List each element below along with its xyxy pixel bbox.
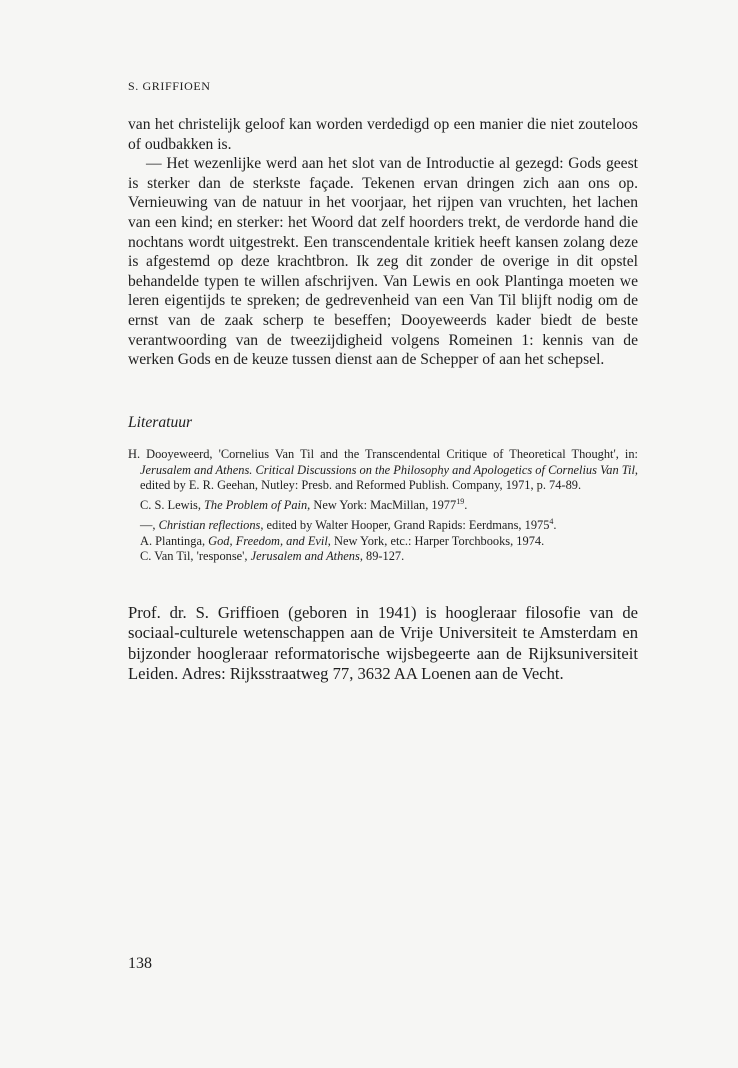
reference-entry [128,494,638,514]
reference-text: —, [140,518,159,533]
reference-text: C. S. Lewis, [140,498,205,513]
page-number: 138 [128,955,152,972]
running-head: S. GRIFFIOEN [128,79,211,93]
body-paragraph: — Het wezenlijke werd aan het slot van de Introductie al gezegd: Gods geest is sterker dan de sterkste façade. Tekenen ervan dringen zich aan ons op. Vernieuwing van de natuur in het voorjaar, het rijpen van vruchten, het lachen van een kind; en sterker: het Woord dat zelf hoorders trekt, de verdorde hand die nochtans wordt uitgestrekt. Een transcendentale kritiek heeft kansen zolang deze is afgestemd op deze krachtbron. Ik zeg dit zonder de overige in dit opstel behandelde typen te willen afschrijven. Van Lewis en ook Plantinga moeten we leren eigentijds te spreken; de gedrevenheid van een Van Til blijft nodig om de ernst van de zaak scherp te beseffen; Dooyeweerds kader biedt de beste verantwoording van de tweezijdigheid volgens Romeinen 1: kennis van de werken Gods en de keuze tussen dienst aan de Schepper of aan het schepsel. [128,155,638,369]
reference-text: H. Dooyeweerd, 'Cornelius Van Til and the Transcendental Critique of Theoretical Thought', in: [128,447,638,461]
reference-entry [128,447,638,494]
reference-title: Christian reflections [158,518,261,533]
reference-entry [128,549,638,565]
reference-title: Jerusalem and Athens. Critical Discussions on the Philosophy and Apologetics of Cornelius Van Til [140,462,635,477]
body-paragraph: van het christelijk geloof kan worden verdedigd op een manier die niet zouteloos of oudbakken is. [128,116,638,153]
reference-entry [128,514,638,534]
reference-title: The Problem of Pain [204,498,308,513]
reference-text: , 89-127. [359,549,405,564]
literature-heading: Literatuur [128,414,193,431]
reference-text: . [553,518,557,533]
reference-text: , edited by E. R. Geehan, Nutley: Presb. and Reformed Publish. Company, 1971, p. 74-89. [140,462,638,493]
edition-superscript: 19 [456,497,465,507]
reference-entry [128,534,638,550]
body-text [128,115,638,370]
reference-text: C. Van Til, 'response', [140,549,251,564]
reference-text: . [464,498,468,513]
author-bio: Prof. dr. S. Griffioen (geboren in 1941) is hoogleraar filosofie van de sociaal-culturele wetenschappen aan de Vrije Universiteit te Amsterdam en bijzonder hoogleraar reformatorische wijsbegeerte aan de Rijksuniversiteit Leiden. Adres: Rijksstraatweg 77, 3632 AA Loenen aan de Vecht. [128,603,638,684]
edition-superscript: 4 [549,516,554,526]
reference-title: Jerusalem and Athens [250,549,360,564]
reference-text: , New York: MacMillan, 1977 [307,498,457,513]
reference-list [128,447,638,565]
reference-text: A. Plantinga, [140,533,209,548]
reference-text: , New York, etc.: Harper Torchbooks, 1974. [327,533,545,548]
reference-title: God, Freedom, and Evil [208,533,328,548]
reference-text: , edited by Walter Hooper, Grand Rapids: Eerdmans, 1975 [260,518,550,533]
